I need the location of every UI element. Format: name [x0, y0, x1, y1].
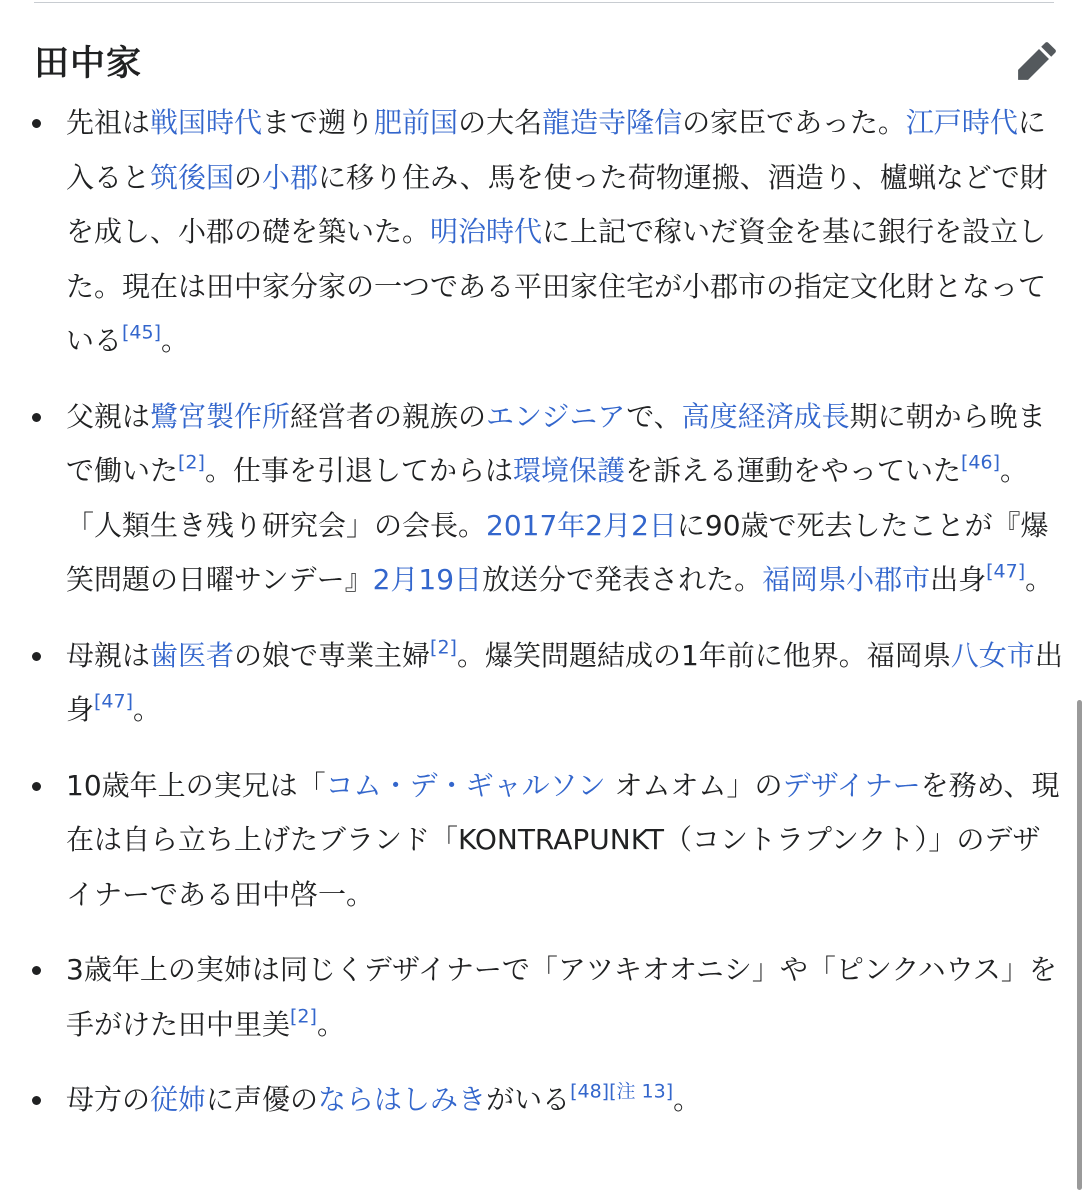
link-ogori-city[interactable]: 福岡県小郡市: [762, 563, 931, 596]
link-sengoku-jidai[interactable]: 戦国時代: [150, 106, 263, 139]
link-high-growth[interactable]: 高度経済成長: [681, 399, 850, 433]
link-hizen-province[interactable]: 肥前国: [374, 106, 459, 139]
link-date-02-19[interactable]: 2月19日: [372, 563, 483, 596]
section-content: [0, 96, 1070, 1149]
citation-2[interactable]: [2]: [430, 636, 457, 659]
citation-47[interactable]: [47]: [986, 560, 1026, 583]
link-ryuzoji-takanobu[interactable]: 龍造寺隆信: [542, 106, 683, 139]
link-date-2017-02-02[interactable]: 2017年2月2日: [486, 508, 677, 542]
list-item-cousin: 母方の従姉に声優のならはしみきがいる[48][注 13]。: [66, 1073, 1070, 1128]
link-designer[interactable]: デザイナー: [782, 768, 921, 802]
link-comme-des-garcons[interactable]: コム・デ・ギャルソン: [325, 768, 606, 802]
citation-46[interactable]: [46]: [960, 451, 1000, 474]
citation-48[interactable]: [48]: [570, 1080, 610, 1103]
link-ogori[interactable]: 小郡: [262, 160, 319, 194]
link-yame-city[interactable]: 八女市: [950, 638, 1035, 672]
link-dentist[interactable]: 歯医者: [150, 638, 235, 672]
link-cousin[interactable]: 従姉: [150, 1083, 207, 1116]
edit-section-button[interactable]: [1014, 38, 1060, 84]
note-13[interactable]: [注 13]: [609, 1080, 674, 1103]
citation-2[interactable]: [2]: [178, 451, 205, 474]
list-item-father: 父親は鷺宮製作所経営者の親族のエンジニアで、高度経済成長期に朝から晩まで働いた[2]。仕事を引退してからは環境保護を訴える運動をやっていた[46]。「人類生き残り研究会」の会長。2017年2月2日に90歳で死去したことが『爆笑問題の日曜サンデー』2月19日放送分で発表された。福岡県小郡市出身[47]。: [66, 390, 1070, 608]
top-divider: [34, 2, 1054, 3]
list-item-sister: 3歳年上の実姉は同じくデザイナーで「アツキオオニシ」や「ピンクハウス」を手がけた田中里美[2]。: [66, 943, 1070, 1052]
citation-45[interactable]: [45]: [122, 321, 162, 344]
link-meiji-jidai[interactable]: 明治時代: [430, 215, 543, 248]
citation-2[interactable]: [2]: [290, 1005, 317, 1028]
list-item-brother: 10歳年上の実兄は「コム・デ・ギャルソン オムオム」のデザイナーを務め、現在は自ら立ち上げたブランド「KONTRAPUNKT（コントラプンクト）」のデザイナーである田中啓一。: [66, 759, 1070, 923]
list-item-ancestors: 先祖は戦国時代まで遡り肥前国の大名龍造寺隆信の家臣であった。江戸時代に入ると筑後国の小郡に移り住み、馬を使った荷物運搬、酒造り、櫨蝋などで財を成し、小郡の礎を築いた。明治時代に上記で稼いだ資金を基に銀行を設立した。現在は田中家分家の一つである平田家住宅が小郡市の指定文化財となっている[45]。: [66, 96, 1070, 369]
pencil-icon: [1016, 40, 1058, 82]
link-chikugo-province[interactable]: 筑後国: [150, 160, 235, 194]
link-edo-jidai[interactable]: 江戸時代: [905, 106, 1018, 139]
section-header: [34, 36, 1060, 86]
scrollbar[interactable]: [1077, 700, 1082, 1190]
link-saginomiya[interactable]: 鷺宮製作所: [150, 399, 291, 433]
link-environmental-protection[interactable]: 環境保護: [512, 454, 625, 487]
section-title: 田中家: [34, 44, 143, 84]
link-narahashi-miki[interactable]: ならはしみき: [318, 1083, 487, 1116]
link-engineer[interactable]: エンジニア: [486, 399, 627, 433]
list-item-mother: 母親は歯医者の娘で専業主婦[2]。爆笑問題結成の1年前に他界。福岡県八女市出身[47]。: [66, 629, 1070, 738]
citation-47[interactable]: [47]: [94, 690, 134, 713]
bullet-list: [0, 96, 1070, 1128]
